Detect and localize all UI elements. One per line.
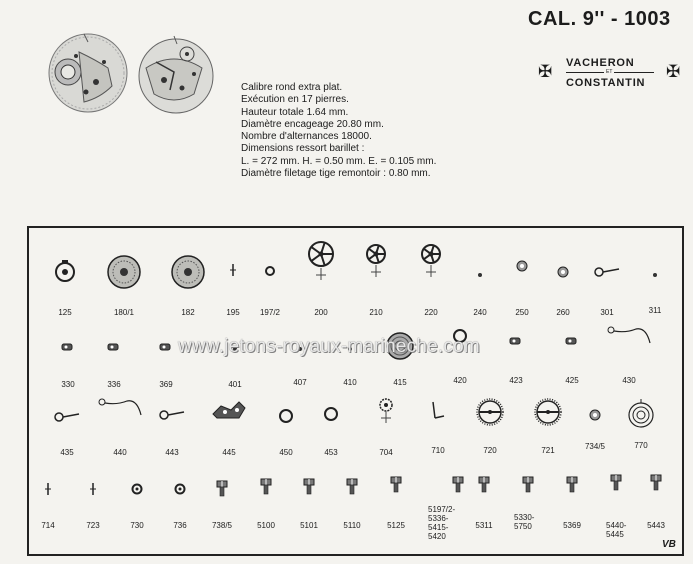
part-number-label: 200	[314, 308, 328, 317]
part-number-label: 714	[41, 521, 55, 530]
maltese-cross-icon: ✠	[538, 62, 553, 81]
spec-line: Exécution en 17 pierres.	[241, 94, 349, 106]
corner-mark: VB	[662, 539, 676, 550]
escape-wheel-icon	[377, 396, 395, 429]
spec-line: Diamètre filetage tige remontoir : 0.80 mm.	[241, 168, 431, 180]
clip-icon	[158, 339, 174, 357]
plate-icon	[211, 400, 247, 425]
part-number-label: 195	[226, 308, 240, 317]
part-number-label: 5443	[647, 521, 665, 530]
part-number-label: 180/1	[113, 308, 135, 317]
jewel-icon	[516, 259, 528, 277]
part-number-label: 369	[159, 380, 173, 389]
part-number-label: 440	[113, 448, 127, 457]
part-number-label: 407	[293, 378, 307, 387]
part-number-label: 734/5	[584, 442, 606, 451]
spec-line: Diamètre encageage 20.80 mm.	[241, 118, 384, 130]
part-number-label: 723	[86, 521, 100, 530]
part-number-label: 736	[173, 521, 187, 530]
pin-icon	[228, 263, 238, 282]
spec-line: L. = 272 mm. H. = 0.50 mm. E. = 0.105 mm.	[241, 155, 437, 167]
brand-et: ET	[606, 69, 613, 75]
balance-icon	[474, 396, 506, 433]
part-number-label: 5125	[387, 521, 405, 530]
part-number-label: 453	[324, 448, 338, 457]
screw-icon	[477, 476, 491, 499]
part-number-label: 210	[369, 308, 383, 317]
part-number-label: 443	[165, 448, 179, 457]
barrel-disc-icon	[106, 254, 142, 295]
jewel-icon	[557, 265, 569, 283]
screw-icon	[609, 474, 623, 497]
spec-line: Calibre rond extra plat.	[241, 82, 343, 93]
part-number-label: 401	[228, 380, 242, 389]
part-number-label: 5369	[563, 521, 581, 530]
part-number-label: 423	[509, 376, 523, 385]
jewel-icon	[589, 408, 601, 426]
lever-icon	[593, 265, 621, 283]
screw-icon	[345, 478, 359, 501]
part-number-label: 445	[222, 448, 236, 457]
part-number-label: 770	[634, 441, 648, 450]
caliber-title: CAL. 9'' - 1003	[528, 8, 671, 30]
part-number-label: 330	[61, 380, 75, 389]
part-number-label: 435	[60, 448, 74, 457]
part-number-label: 182	[181, 308, 195, 317]
spec-line: Nombre d'alternances 18000.	[241, 131, 372, 143]
screw-icon	[565, 476, 579, 499]
fork-icon	[430, 400, 446, 425]
part-number-label: 336	[107, 380, 121, 389]
part-number-label: 410	[343, 378, 357, 387]
part-number-label: 197/2	[259, 308, 281, 317]
part-number-label: 420	[453, 376, 467, 385]
dot-icon	[651, 266, 659, 284]
screw-icon	[215, 480, 229, 503]
part-number-label: 5311	[475, 521, 493, 530]
screw-icon	[259, 478, 273, 501]
hairspring-icon	[626, 398, 656, 435]
pin-icon	[88, 482, 98, 501]
roller-icon	[173, 482, 187, 501]
part-number-label: 5440- 5445	[606, 521, 627, 539]
part-number-label: 125	[58, 308, 72, 317]
wheel-icon	[365, 243, 387, 284]
screw-icon	[302, 478, 316, 501]
watermark: www.jetons-royaux-marineche.com	[178, 336, 480, 357]
wheel-icon	[307, 240, 335, 287]
clip-icon	[564, 333, 580, 351]
small-wheel-icon	[264, 264, 276, 282]
roller-icon	[130, 482, 144, 501]
clip-icon	[60, 339, 76, 357]
part-number-label: 704	[379, 448, 393, 457]
screw-icon	[521, 476, 535, 499]
part-number-label: 5197/2- 5336- 5415- 5420	[428, 505, 456, 541]
part-number-label: 260	[556, 308, 570, 317]
spec-line: Hauteur totale 1.64 mm.	[241, 106, 349, 118]
ring-icon	[277, 407, 295, 430]
brand-name-line1: VACHERON	[566, 57, 635, 69]
part-number-label: 250	[515, 308, 529, 317]
part-number-label: 425	[565, 376, 579, 385]
part-number-label: 5110	[343, 521, 361, 530]
lever-icon	[53, 410, 81, 428]
clip-icon	[508, 333, 524, 351]
part-number-label: 738/5	[211, 521, 233, 530]
spec-line: Dimensions ressort barillet :	[241, 143, 365, 155]
barrel-disc-icon	[170, 254, 206, 295]
part-number-label: 710	[431, 446, 445, 455]
part-number-label: 5101	[300, 521, 318, 530]
dot-icon	[476, 266, 484, 284]
part-number-label: 450	[279, 448, 293, 457]
maltese-cross-icon: ✠	[666, 62, 681, 81]
spring-icon	[97, 397, 143, 424]
screw-icon	[389, 476, 403, 499]
part-number-label: 720	[483, 446, 497, 455]
wheel-icon	[420, 243, 442, 284]
part-number-label: 430	[622, 376, 636, 385]
part-number-label: 301	[600, 308, 614, 317]
spring-icon	[606, 325, 652, 352]
part-number-label: 5100	[257, 521, 275, 530]
screw-icon	[451, 476, 465, 499]
ring-icon	[322, 405, 340, 428]
part-number-label: 220	[424, 308, 438, 317]
part-number-label: 311	[648, 306, 662, 315]
part-number-label: 415	[393, 378, 407, 387]
lever-icon	[158, 408, 186, 426]
part-number-label: 240	[473, 308, 487, 317]
part-number-label: 5330- 5750	[514, 513, 535, 531]
bridge-icon	[52, 258, 78, 289]
clip-icon	[106, 339, 122, 357]
pin-icon	[43, 482, 53, 501]
part-number-label: 730	[130, 521, 144, 530]
screw-icon	[649, 474, 663, 497]
balance-icon	[532, 396, 564, 433]
brand-name-line2: CONSTANTIN	[566, 77, 646, 89]
part-number-label: 721	[541, 446, 555, 455]
